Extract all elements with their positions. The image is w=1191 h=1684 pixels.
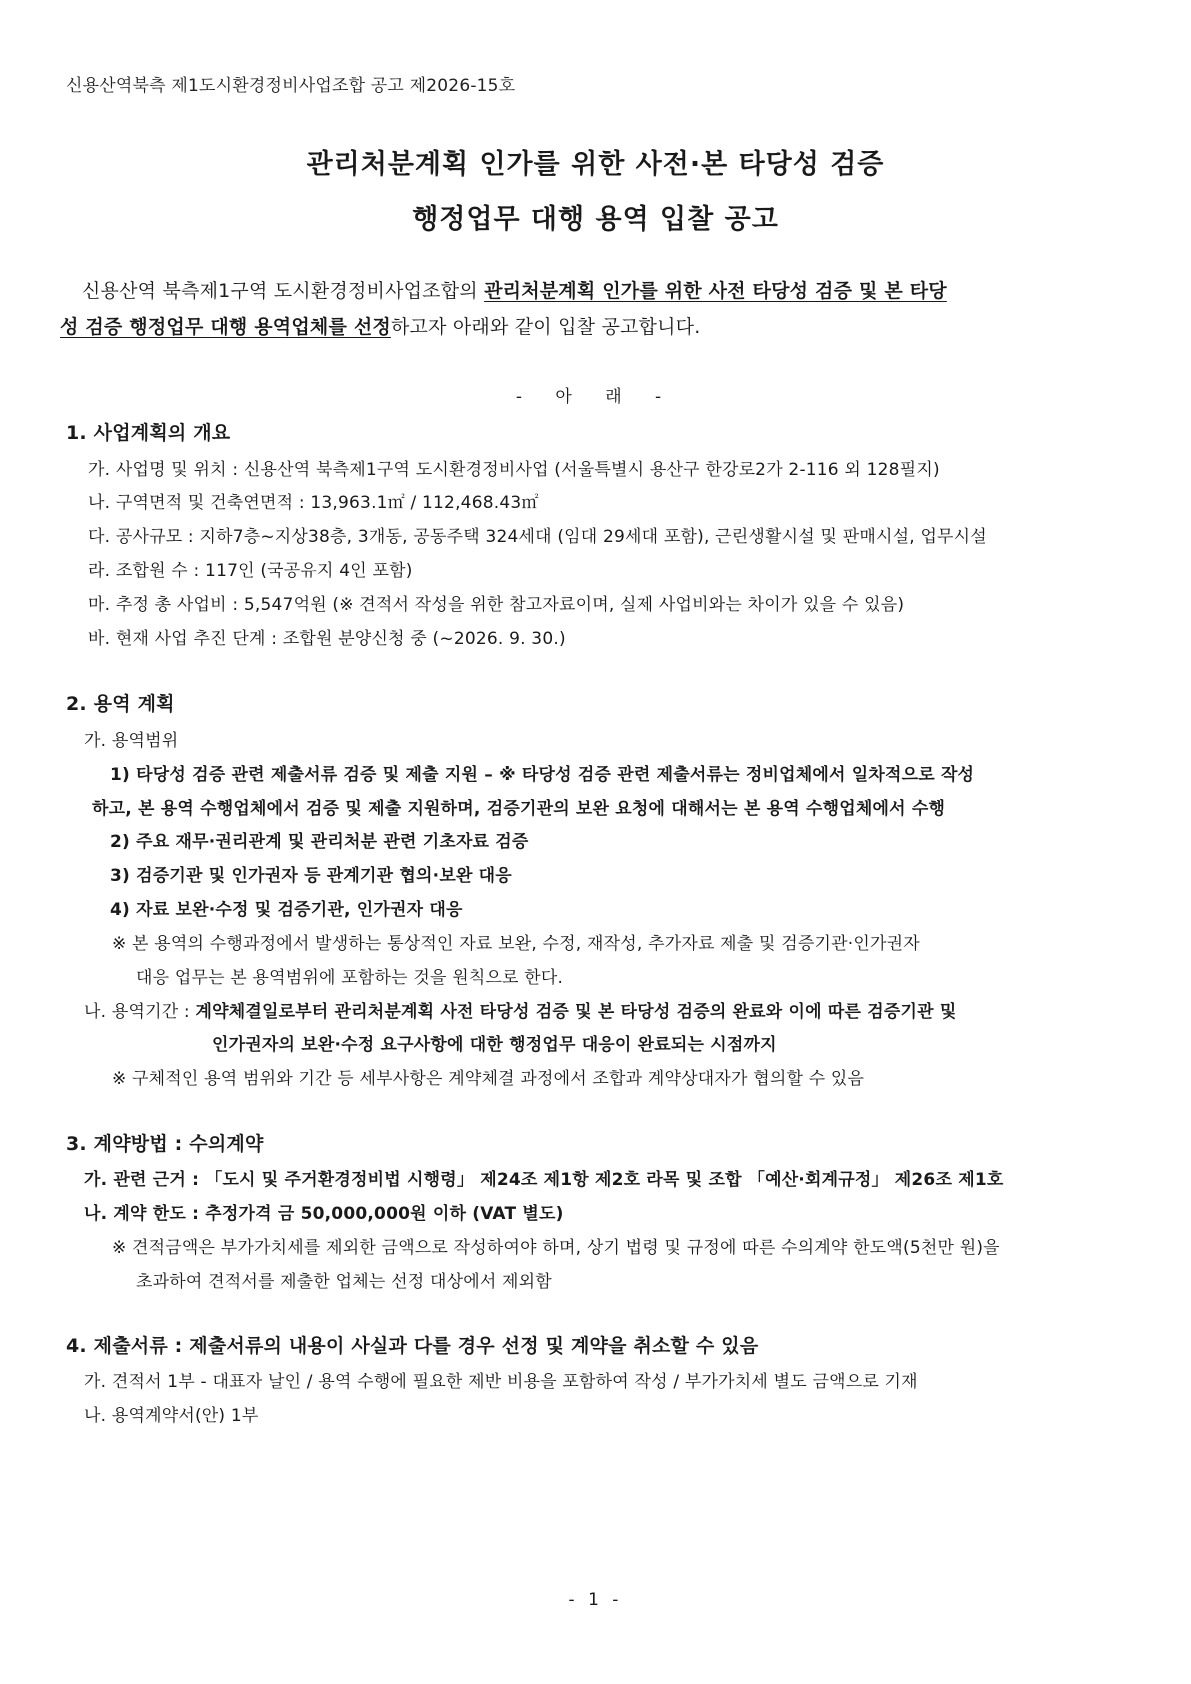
s1-item-ma: 마. 추정 총 사업비 : 5,547억원 (※ 견적서 작성을 위한 참고자료이며, 실제 사업비와는 차이가 있을 수 있음) [88,595,905,615]
section-2-heading: 2. 용역 계획 [66,693,175,715]
document-title-line1: 관리처분계획 인가를 위한 사전·본 타당성 검증 [306,149,885,180]
s2-period-line1: 나. 용역기간 : 계약체결일로부터 관리처분계획 사전 타당성 검증 및 본 타당성 검증의 완료와 이에 따른 검증기관 및 [84,1002,957,1022]
intro-line1: 신용산역 북측제1구역 도시환경정비사업조합의 관리처분계획 인가를 위한 사전 타당성 검증 및 본 타당 [82,280,947,302]
document-title-line2: 행정업무 대행 용역 입찰 공고 [412,204,779,235]
section-4-heading: 4. 제출서류 : 제출서류의 내용이 사실과 다를 경우 선정 및 계약을 취소할 수 있음 [66,1335,759,1357]
s1-item-da: 다. 공사규모 : 지하7층~지상38층, 3개동, 공동주택 324세대 (임대 29세대 포함), 근린생활시설 및 판매시설, 업무시설 [88,527,987,547]
s1-item-na: 나. 구역면적 및 건축연면적 : 13,963.1㎡ / 112,468.43㎡ [88,493,539,513]
s4-item-ga: 가. 견적서 1부 - 대표자 날인 / 용역 수행에 필요한 제반 비용을 포함하여 작성 / 부가가치세 별도 금액으로 기재 [84,1372,918,1392]
s2-scope-3: 3) 검증기관 및 인가권자 등 관계기관 협의·보완 대응 [110,866,512,886]
s1-item-ra: 라. 조합원 수 : 117인 (국공유지 4인 포함) [88,561,413,581]
s2-note2: ※ 구체적인 용역 범위와 기간 등 세부사항은 계약체결 과정에서 조합과 계약상대자가 협의할 수 있음 [112,1069,865,1089]
s2-note1-line1: ※ 본 용역의 수행과정에서 발생하는 통상적인 자료 보완, 수정, 재작성, 추가자료 제출 및 검증기관·인가권자 [112,934,920,954]
s4-item-na: 나. 용역계약서(안) 1부 [84,1406,259,1426]
s1-item-ga: 가. 사업명 및 위치 : 신용산역 북측제1구역 도시환경정비사업 (서울특별시 용산구 한강로2가 2-116 외 128필지) [88,460,940,480]
intro-line2: 성 검증 행정업무 대행 용역업체를 선정하고자 아래와 같이 입찰 공고합니다. [60,316,701,338]
s3-note-line1: ※ 견적금액은 부가가치세를 제외한 금액으로 작성하여야 하며, 상기 법령 및 규정에 따른 수의계약 한도액(5천만 원)을 [112,1238,1000,1258]
s1-item-ba: 바. 현재 사업 추진 단계 : 조합원 분양신청 중 (~2026. 9. 30.) [88,629,566,649]
section-1-heading: 1. 사업계획의 개요 [66,422,231,444]
s3-note-line2: 초과하여 견적서를 제출한 업체는 선정 대상에서 제외함 [136,1272,552,1292]
s2-period-line2: 인가권자의 보완·수정 요구사항에 대한 행정업무 대응이 완료되는 시점까지 [212,1035,777,1055]
s3-contract-limit: 나. 계약 한도 : 추정가격 금 50,000,000원 이하 (VAT 별도) [84,1204,564,1224]
below-marker: - 아 래 - [515,387,676,407]
s2-scope-4: 4) 자료 보완·수정 및 검증기관, 인가권자 대응 [110,900,463,920]
section-3-heading: 3. 계약방법 : 수의계약 [66,1133,264,1155]
page-number: - 1 - [568,1590,623,1610]
s2-scope-1b: 하고, 본 용역 수행업체에서 검증 및 제출 지원하며, 검증기관의 보완 요청에 대해서는 본 용역 수행업체에서 수행 [92,799,946,819]
notice-number: 신용산역북측 제1도시환경정비사업조합 공고 제2026-15호 [66,76,516,96]
s2-scope-1a: 1) 타당성 검증 관련 제출서류 검증 및 제출 지원 – ※ 타당성 검증 관련 제출서류는 정비업체에서 일차적으로 작성 [110,765,975,785]
s2-scope-2: 2) 주요 재무·권리관계 및 관리처분 관련 기초자료 검증 [110,832,529,852]
s3-legal-basis: 가. 관련 근거 : 「도시 및 주거환경정비법 시행령」 제24조 제1항 제2호 라목 및 조합 「예산·회계규정」 제26조 제1호 [84,1170,1004,1190]
s2-scope-label: 가. 용역범위 [84,731,179,751]
s2-note1-line2: 대응 업무는 본 용역범위에 포함하는 것을 원칙으로 한다. [136,968,564,988]
